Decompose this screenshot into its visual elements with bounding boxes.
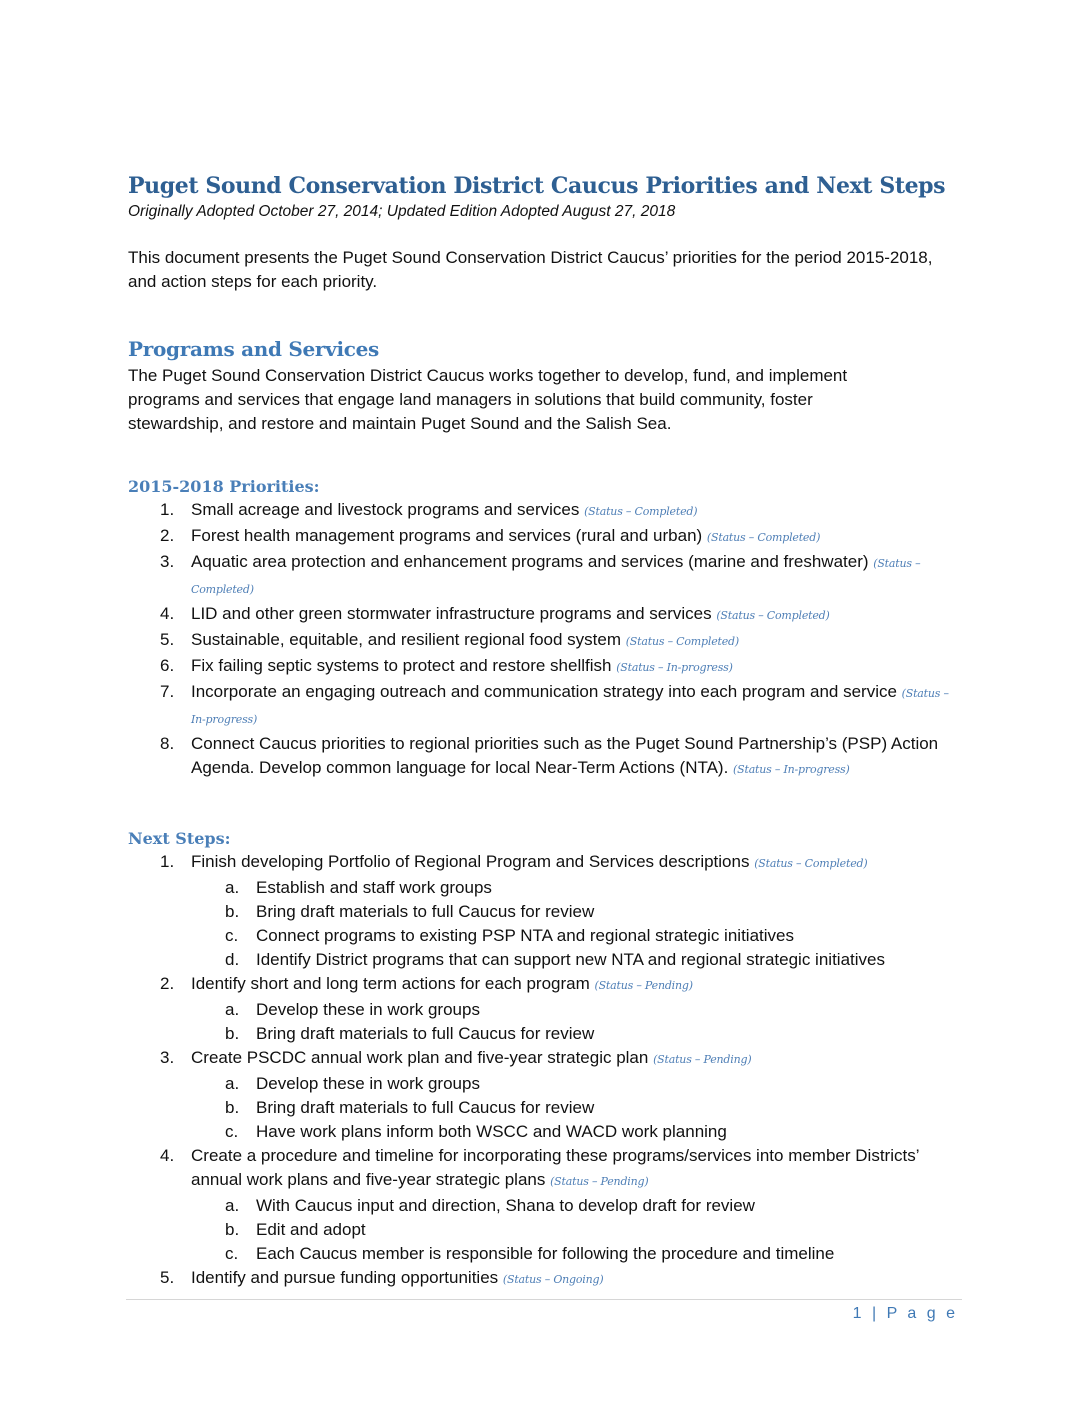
next-step-number: 1. [160,852,175,871]
sub-step-letter: b. [225,1220,240,1239]
sub-step-text: With Caucus input and direction, Shana to develop draft for review [256,1196,755,1215]
sub-step-text: Each Caucus member is responsible for following the procedure and timeline [256,1244,835,1263]
next-step-item [128,1144,958,1266]
status-label: (Status – In-progress) [191,687,949,726]
sub-step-list [191,876,958,972]
next-step-number: 5. [160,1268,175,1287]
priority-number: 7. [160,682,175,701]
next-step-text: Identify and pursue funding opportunities [191,1268,503,1287]
sub-step-item [128,876,958,900]
intro-paragraph: This document presents the Puget Sound Conservation District Caucus’ priorities for the period 2015-2018, and action steps for each priority. [128,248,933,291]
sub-step-item [128,1218,958,1242]
sub-step-letter: c. [225,1122,239,1141]
priority-number: 5. [160,630,175,649]
status-label: (Status – Ongoing) [502,1273,604,1286]
sub-step-text: Develop these in work groups [256,1074,480,1093]
sub-step-item [128,924,958,948]
sub-step-letter: c. [225,926,239,945]
footer-divider [126,1299,962,1300]
sub-step-letter: a. [225,1074,240,1093]
programs-heading: Programs and Services [128,337,380,361]
priority-text: LID and other green stormwater infrastructure programs and services [191,604,717,623]
priority-number: 8. [160,734,175,753]
next-steps-list [128,850,958,1292]
sub-step-item [128,1242,958,1266]
sub-step-letter: a. [225,1196,240,1215]
sub-step-item [128,1072,958,1096]
priority-item [128,550,958,602]
status-label: (Status – Completed) [191,557,921,596]
priority-item [128,680,958,732]
sub-step-letter: b. [225,902,240,921]
status-label: (Status – Completed) [584,505,698,518]
page-number: 1 | P a g e [852,1305,958,1322]
sub-step-letter: a. [225,878,240,897]
priority-text: Forest health management programs and services (rural and urban) [191,526,707,545]
priority-number: 6. [160,656,175,675]
status-label: (Status – Completed) [625,635,739,648]
status-label: (Status – Completed) [706,531,821,544]
sub-step-item [128,1096,958,1120]
next-step-text: Create PSCDC annual work plan and five-year strategic plan [191,1048,654,1067]
status-label: (Status – Pending) [653,1053,752,1066]
sub-step-text: Have work plans inform both WSCC and WACD work planning [256,1122,727,1141]
document-subtitle: Originally Adopted October 27, 2014; Updated Edition Adopted August 27, 2018 [128,203,676,220]
sub-step-item [128,900,958,924]
sub-step-item [128,1022,958,1046]
sub-step-letter: b. [225,1098,240,1117]
sub-step-list [191,1072,958,1144]
next-step-item [128,850,958,972]
sub-step-text: Develop these in work groups [256,1000,480,1019]
priority-text: Aquatic area protection and enhancement programs and services (marine and freshwater) [191,552,874,571]
priority-text: Incorporate an engaging outreach and communication strategy into each program and service [191,682,902,701]
page-content [128,172,958,1292]
next-step-item [128,972,958,1046]
next-step-item [128,1266,958,1292]
status-label: (Status – In-progress) [733,763,850,776]
priority-text: Small acreage and livestock programs and services [191,500,585,519]
sub-step-letter: c. [225,1244,239,1263]
sub-step-text: Edit and adopt [256,1220,366,1239]
priority-number: 2. [160,526,175,545]
next-steps-heading: Next Steps: [128,829,231,848]
next-step-text: Identify short and long term actions for each program [191,974,595,993]
priority-number: 1. [160,500,175,519]
next-step-text: Create a procedure and timeline for incorporating these programs/services into member Districts’ annual work plans and five-year strategic plans [191,1146,919,1189]
status-label: (Status – Completed) [754,857,868,870]
status-label: (Status – In-progress) [616,661,733,674]
sub-step-text: Bring draft materials to full Caucus for review [256,1098,595,1117]
priority-item [128,732,958,782]
sub-step-text: Establish and staff work groups [256,878,492,897]
document-title: Puget Sound Conservation District Caucus Priorities and Next Steps [128,173,946,199]
priority-number: 3. [160,552,175,571]
priorities-heading: 2015-2018 Priorities: [128,477,320,496]
priority-item [128,602,958,628]
priority-text: Connect Caucus priorities to regional priorities such as the Puget Sound Partnership’s (PSP) Action Agenda. Develop common language for local Near-Term Actions (NTA). [191,734,939,777]
sub-step-letter: b. [225,1024,240,1043]
sub-step-item [128,1194,958,1218]
priority-number: 4. [160,604,175,623]
sub-step-text: Connect programs to existing PSP NTA and regional strategic initiatives [256,926,794,945]
sub-step-text: Bring draft materials to full Caucus for review [256,1024,595,1043]
sub-step-letter: a. [225,1000,240,1019]
next-step-item [128,1046,958,1144]
sub-step-item [128,998,958,1022]
status-label: (Status – Pending) [550,1175,649,1188]
sub-step-list [191,1194,958,1266]
sub-step-text: Identify District programs that can support new NTA and regional strategic initiatives [256,950,885,969]
next-step-text: Finish developing Portfolio of Regional Program and Services descriptions [191,852,755,871]
status-label: (Status – Pending) [594,979,693,992]
priority-item [128,498,958,524]
next-step-number: 2. [160,974,175,993]
priorities-list [128,498,958,782]
priority-item [128,628,958,654]
sub-step-item [128,948,958,972]
sub-step-item [128,1120,958,1144]
priority-text: Sustainable, equitable, and resilient regional food system [191,630,626,649]
priority-item [128,654,958,680]
sub-step-letter: d. [225,950,240,969]
next-step-number: 3. [160,1048,175,1067]
sub-step-text: Bring draft materials to full Caucus for review [256,902,595,921]
priority-text: Fix failing septic systems to protect and restore shellfish [191,656,617,675]
status-label: (Status – Completed) [716,609,830,622]
sub-step-list [191,998,958,1046]
priority-item [128,524,958,550]
next-step-number: 4. [160,1146,175,1165]
programs-paragraph: The Puget Sound Conservation District Caucus works together to develop, fund, and implement programs and services that engage land managers in solutions that build community, foster stewardship, and restore and maintain Puget Sound and the Salish Sea. [128,366,848,433]
